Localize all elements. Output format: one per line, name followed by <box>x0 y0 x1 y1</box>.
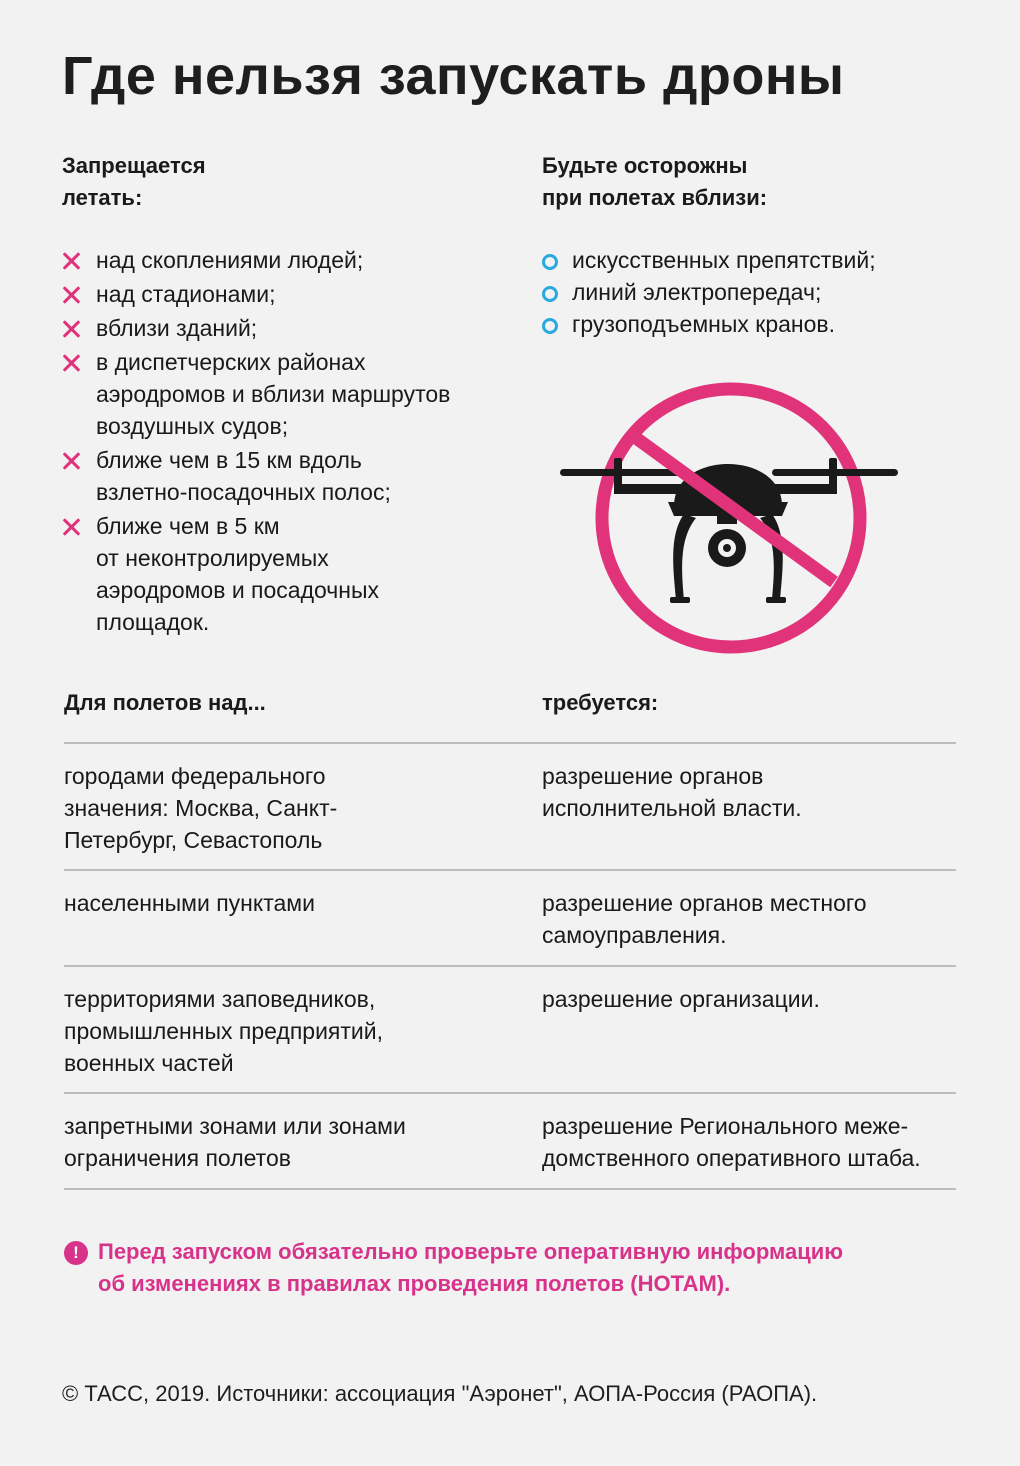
cross-icon <box>62 286 80 304</box>
forbidden-section <box>62 150 512 640</box>
no-drone-icon <box>556 378 901 658</box>
table-row <box>64 871 956 967</box>
table-cell-requirement: разрешение органов местного самоуправления. <box>542 890 867 948</box>
table-cell-area: городами федерального значения: Москва, Санкт- Петербург, Севастополь <box>64 763 338 853</box>
caution-item: линий электропередач; <box>542 276 962 308</box>
table-row <box>64 967 956 1094</box>
circle-icon <box>542 318 558 334</box>
forbidden-item: над стадионами; <box>62 278 512 310</box>
table-cell-requirement: разрешение Регионального меже- домственного оперативного штаба. <box>542 1113 921 1171</box>
forbidden-item: вблизи зданий; <box>62 312 512 344</box>
forbidden-heading-line1: Запрещается <box>62 153 206 178</box>
forbidden-item: над скоплениями людей; <box>62 244 512 276</box>
forbidden-item: ближе чем в 15 км вдоль взлетно-посадочных полос; <box>62 444 512 508</box>
exclamation-icon: ! <box>64 1241 88 1265</box>
cross-icon <box>62 252 80 270</box>
caution-list <box>542 244 962 340</box>
table-cell-area: населенными пунктами <box>64 890 315 916</box>
cross-icon <box>62 518 80 536</box>
circle-icon <box>542 286 558 302</box>
notice-text: Перед запуском обязательно проверьте оперативную информацию об изменениях в правилах проведения полетов (НОТАМ). <box>98 1239 844 1296</box>
forbidden-item: в диспетчерских районах аэродромов и вблизи маршрутов воздушных судов; <box>62 346 512 442</box>
table-row <box>64 1094 956 1190</box>
notam-notice <box>64 1236 964 1300</box>
table-cell-requirement: разрешение организации. <box>542 986 820 1012</box>
caution-heading <box>542 150 962 214</box>
table-cell-area: запретными зонами или зонами ограничения полетов <box>64 1113 406 1171</box>
caution-item: грузоподъемных кранов. <box>542 308 962 340</box>
table-header-right: требуется: <box>542 690 659 715</box>
caution-item: искусственных препятствий; <box>542 244 962 276</box>
forbidden-heading <box>62 150 512 214</box>
caution-section <box>542 150 962 340</box>
cross-icon <box>62 320 80 338</box>
forbidden-list <box>62 244 512 638</box>
forbidden-heading-line2: летать: <box>62 185 143 210</box>
table-cell-area: территориями заповедников, промышленных предприятий, военных частей <box>64 986 383 1076</box>
forbidden-item: ближе чем в 5 км от неконтролируемых аэродромов и посадочных площадок. <box>62 510 512 638</box>
permission-table <box>64 690 956 1190</box>
table-header-left: Для полетов над... <box>64 690 266 715</box>
table-row <box>64 744 956 871</box>
cross-icon <box>62 354 80 372</box>
caution-heading-line1: Будьте осторожны <box>542 153 748 178</box>
source-footer: © ТАСС, 2019. Источники: ассоциация "Аэронет", АОПА-Россия (РАОПА). <box>62 1381 818 1406</box>
cross-icon <box>62 452 80 470</box>
circle-icon <box>542 254 558 270</box>
caution-heading-line2: при полетах вблизи: <box>542 185 768 210</box>
table-header <box>64 690 956 744</box>
page-title: Где нельзя запускать дроны <box>62 46 845 106</box>
table-cell-requirement: разрешение органов исполнительной власти. <box>542 763 802 821</box>
